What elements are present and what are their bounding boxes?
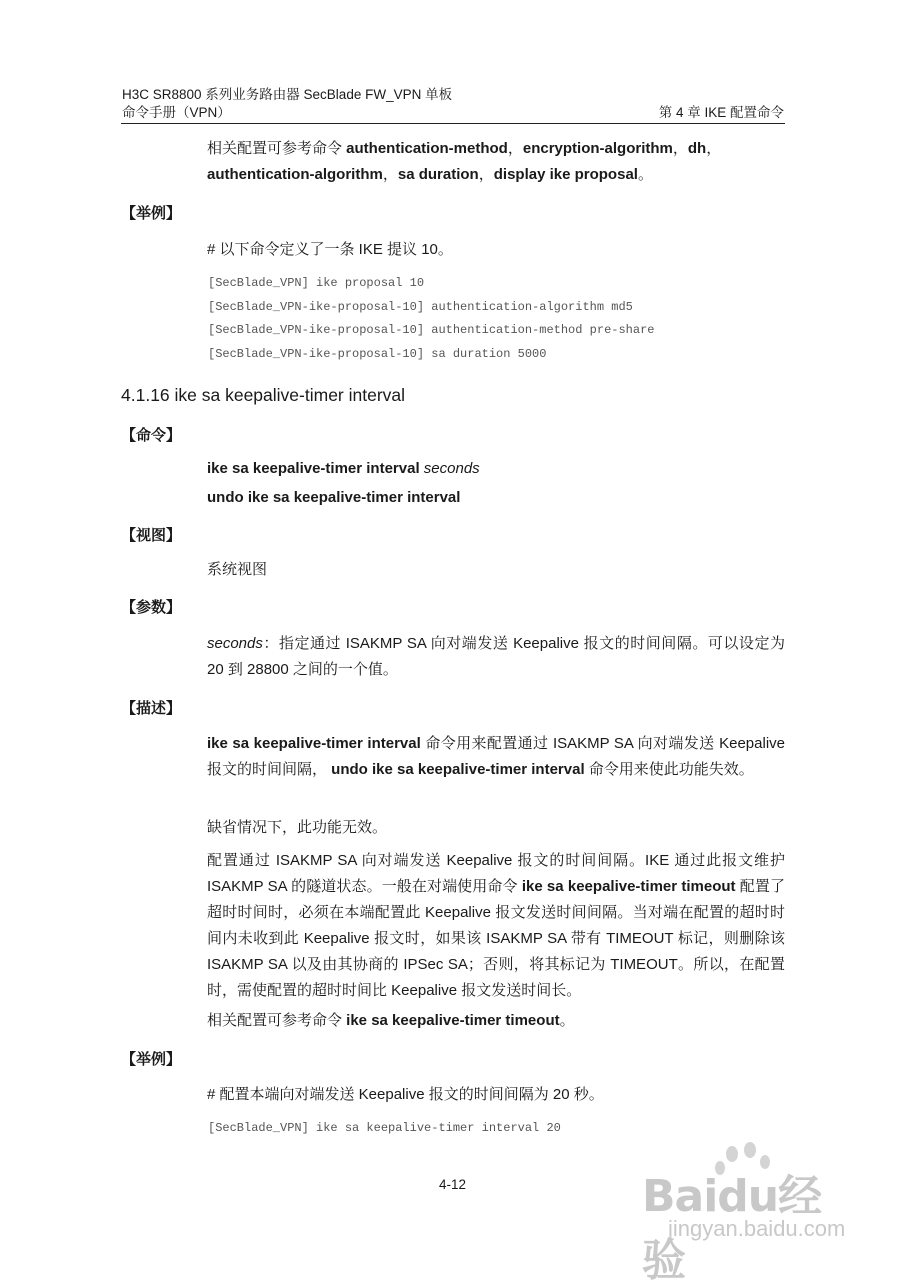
command-keyword: ike sa keepalive-timer interval — [207, 460, 424, 477]
text: 配置了超时时间时，必须在本端配置此 Keepalive 报文发送时间间隔。当对端在配置的超时时间内未收到此 Keepalive 报文时，如果该 ISAKMP SA 带有 TIMEOUT 标记，则删除该 ISAKMP SA 以及由其协商的 IPSec SA；否则，将其标记为 TIMEOUT。所以，在配置时，需使配置的超时时间比 Keepalive 报文发送时间长。 — [207, 878, 785, 999]
command-ref: authentication-algorithm — [207, 166, 383, 183]
undo-command-syntax — [207, 485, 785, 511]
text: 。 — [637, 166, 653, 183]
code-line: [SecBlade_VPN-ike-proposal-10] sa duration 5000 — [208, 347, 547, 361]
text: ， — [507, 140, 523, 157]
command-ref: undo ike sa keepalive-timer interval — [331, 761, 585, 778]
header-subtitle: 命令手册（VPN） — [122, 105, 231, 120]
command-ref: ike sa keepalive-timer timeout — [346, 1012, 560, 1029]
command-ref: display ike proposal — [493, 166, 638, 183]
text: 相关配置可参考命令 — [207, 140, 347, 157]
command-argument: seconds — [423, 460, 480, 477]
default-state-paragraph: 缺省情况下，此功能无效。 — [207, 819, 388, 836]
code-line: [SecBlade_VPN] ike sa keepalive-timer interval 20 — [208, 1121, 561, 1135]
code-line: [SecBlade_VPN] ike proposal 10 — [208, 276, 425, 290]
example-comment: # 以下命令定义了一条 IKE 提议 10。 — [207, 241, 453, 258]
text: 配置通过 ISAKMP SA 向对端发送 Keepalive 报文的时间间隔。IKE 通过此报文维护 ISAKMP SA 的隧道状态。一般在对端使用命令 — [207, 852, 785, 895]
page-number: 4-12 — [438, 1177, 467, 1192]
code-line: [SecBlade_VPN-ike-proposal-10] authentication-method pre-share — [208, 323, 655, 337]
text: ， — [672, 140, 688, 157]
watermark-logo: Baidu经验 — [642, 1171, 822, 1286]
description-label: 【描述】 — [121, 700, 182, 717]
text: 相关配置可参考命令 — [207, 1012, 347, 1029]
code-line: [SecBlade_VPN-ike-proposal-10] authentication-algorithm md5 — [208, 300, 633, 314]
header-title: H3C SR8800 系列业务路由器 SecBlade FW_VPN 单板 — [122, 87, 453, 102]
header-divider — [121, 123, 785, 124]
param-name: seconds — [207, 635, 263, 652]
related-commands-paragraph — [207, 136, 785, 188]
text: ， — [706, 140, 722, 157]
command-ref: dh — [687, 140, 707, 157]
params-text — [207, 631, 785, 683]
example-label: 【举例】 — [121, 205, 182, 222]
view-text: 系统视图 — [207, 561, 268, 578]
params-label: 【参数】 — [121, 599, 182, 616]
header-chapter: 第 4 章 IKE 配置命令 — [658, 105, 784, 120]
command-ref: encryption-algorithm — [522, 140, 673, 157]
example-comment: # 配置本端向对端发送 Keepalive 报文的时间间隔为 20 秒。 — [207, 1086, 604, 1103]
text: ， — [382, 166, 398, 183]
example-label: 【举例】 — [121, 1051, 182, 1068]
command-ref: sa duration — [397, 166, 479, 183]
command-ref: authentication-method — [346, 140, 508, 157]
param-description: ：指定通过 ISAKMP SA 向对端发送 Keepalive 报文的时间间隔。可以设定为 20 到 28800 之间的一个值。 — [207, 635, 785, 678]
command-label: 【命令】 — [121, 427, 182, 444]
section-title: 4.1.16 ike sa keepalive-timer interval — [121, 385, 406, 405]
description-paragraph — [207, 731, 785, 783]
command-syntax — [207, 456, 785, 482]
view-label: 【视图】 — [121, 527, 182, 544]
baidu-watermark — [642, 1140, 862, 1286]
text: 。 — [559, 1012, 575, 1029]
command-keyword: undo ike sa keepalive-timer interval — [207, 489, 461, 506]
command-ref: ike sa keepalive-timer interval — [207, 735, 421, 752]
text: ， — [478, 166, 494, 183]
description-detail-paragraph — [207, 848, 785, 1004]
text: 命令用来使此功能失效。 — [584, 761, 754, 778]
watermark-url: jingyan.baidu.com — [668, 1216, 846, 1241]
text: 命令用来配置通过 ISAKMP SA 向对端发送 Keepalive 报文的时间间隔， — [207, 735, 785, 778]
command-ref: ike sa keepalive-timer timeout — [521, 878, 736, 895]
related-commands-paragraph — [207, 1008, 785, 1034]
